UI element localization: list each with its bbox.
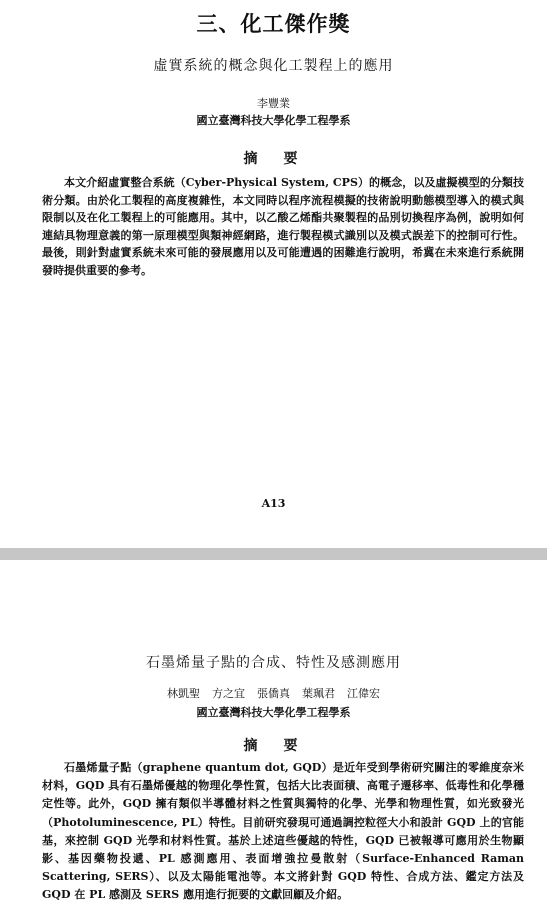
author-affiliation: 國立臺灣科技大學化學工程學系 xyxy=(196,114,351,127)
author-name: 方之宜 xyxy=(212,687,245,700)
author-list xyxy=(0,685,547,701)
article-title: 虛實系統的概念與化工製程上的應用 xyxy=(153,58,394,74)
page-number: A13 xyxy=(261,497,286,510)
author-name: 江偉宏 xyxy=(347,687,380,700)
page-divider xyxy=(0,548,547,560)
section-title: 三、化工傑作獎 xyxy=(196,11,351,36)
abstract-heading: 摘 要 xyxy=(243,151,304,167)
abstract-body: 本文介紹虛實整合系統（Cyber-Physical System, CPS）的概念，以及虛擬模型的分類技術分類。由於化工製程的高度複雜性，本文同時以程序流程模擬的技術說明動態模型導入的模式與限制以及在化工製程上的可能應用。其中，以乙酸乙烯酯共聚製程的品別切換程序為例，說明如何連結具物理意義的第一原理模型與類神經網路，進行製程模式識別以及模式誤差下的控制可行性。最後，則針對虛實系統未來可能的發展應用以及可能遭遇的困難進行說明，希冀在未來進行系統開發時提供重要的參考。 xyxy=(42,176,524,277)
author-name: 張僑真 xyxy=(257,687,290,700)
author-name: 李豐業 xyxy=(257,97,290,110)
journal-page-bottom xyxy=(0,560,547,909)
author-name: 林凱聖 xyxy=(167,687,200,700)
author-name: 葉珮君 xyxy=(302,687,335,700)
abstract-body: 石墨烯量子點（graphene quantum dot, GQD）是近年受到學術研究關注的零維度奈米材料，GQD 具有石墨烯優越的物理化學性質，包括大比表面積、高電子遷移率、低毒性和化學穩定性等。此外，GQD 擁有類似半導體材料之性質與獨特的化學、光學和物理性質，如光致發光（Photoluminescence, PL）特性。目前研究發現可通過調控粒徑大小和設計 GQD 上的官能基，來控制 GQD 光學和材料性質。基於上述這些優越的特性，GQD 已被報導可應用於生物顯影、基因藥物投遞、PL 感測應用、表面增強拉曼散射（Surface-Enhanced Raman Scattering, SERS）、以及太陽能電池等。本文將針對 GQD 特性、合成方法、鑑定方法及 GQD 在 PL 感測及 SERS 應用進行扼要的文獻回顧及介紹。 xyxy=(42,761,524,902)
author-affiliation: 國立臺灣科技大學化學工程學系 xyxy=(196,706,351,719)
article-title: 石墨烯量子點的合成、特性及感測應用 xyxy=(146,655,401,671)
abstract-heading: 摘 要 xyxy=(243,738,304,754)
